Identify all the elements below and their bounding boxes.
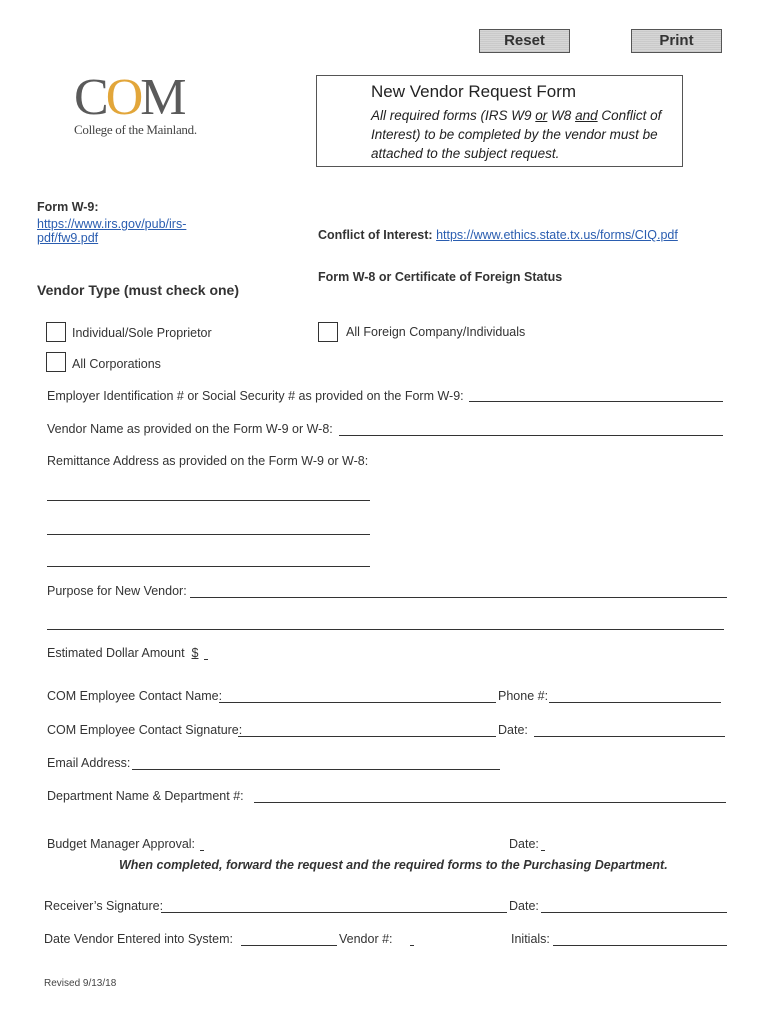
logo-subtitle: College of the Mainland.	[74, 122, 197, 137]
contact-date-input[interactable]	[534, 736, 725, 737]
department-input[interactable]	[254, 802, 726, 803]
w8-label: Form W-8 or Certificate of Foreign Status	[318, 270, 563, 284]
department-label: Department Name & Department #:	[47, 789, 244, 803]
logo-letter-o: O	[105, 69, 141, 126]
email-label: Email Address:	[47, 756, 131, 770]
vendor-name-input[interactable]	[339, 435, 723, 436]
receiver-signature-label: Receiver’s Signature:	[44, 899, 164, 913]
corporations-checkbox[interactable]	[46, 352, 66, 372]
subtitle-part: All required forms (IRS W9	[371, 108, 536, 123]
contact-signature-input[interactable]	[238, 736, 496, 737]
budget-date-input[interactable]	[541, 850, 545, 851]
receiver-signature-input[interactable]	[161, 912, 507, 913]
individual-label: Individual/Sole Proprietor	[72, 326, 212, 340]
conflict-link[interactable]: https://www.ethics.state.tx.us/forms/CIQ.pdf	[436, 228, 678, 242]
email-input[interactable]	[132, 769, 500, 770]
receiver-date-label: Date:	[509, 899, 539, 913]
page-title: New Vendor Request Form	[371, 82, 577, 101]
purpose-label: Purpose for New Vendor:	[47, 584, 187, 598]
revised-date: Revised 9/13/18	[44, 978, 117, 989]
forward-note: When completed, forward the request and the required forms to the Purchasing Department.	[119, 858, 668, 872]
foreign-checkbox[interactable]	[318, 322, 338, 342]
vendor-number-label: Vendor #:	[339, 932, 393, 946]
remittance-line-2[interactable]	[47, 534, 370, 535]
phone-input[interactable]	[549, 702, 721, 703]
w9-link-part[interactable]: pdf/fw9.pdf	[37, 231, 99, 245]
w9-link[interactable]	[37, 217, 186, 245]
remittance-label: Remittance Address as provided on the Form W-9 or W-8:	[47, 454, 369, 468]
individual-checkbox[interactable]	[46, 322, 66, 342]
purpose-input-2[interactable]	[47, 629, 724, 630]
reset-button[interactable]: Reset	[479, 29, 570, 53]
ein-label: Employer Identification # or Social Security # as provided on the Form W-9:	[47, 389, 464, 403]
title-box	[316, 75, 683, 167]
budget-manager-label: Budget Manager Approval:	[47, 837, 196, 851]
estimated-amount-label: Estimated Dollar Amount	[47, 646, 185, 660]
corporations-label: All Corporations	[72, 357, 161, 371]
page-subtitle	[371, 106, 671, 163]
logo-letter-c: C	[74, 69, 106, 126]
remittance-line-1[interactable]	[47, 500, 370, 501]
estimated-amount-input[interactable]	[204, 659, 208, 660]
w9-label: Form W-9:	[37, 200, 99, 214]
subtitle-part: W8	[547, 108, 576, 123]
contact-name-input[interactable]	[219, 702, 496, 703]
foreign-label: All Foreign Company/Individuals	[346, 325, 526, 339]
subtitle-and: and	[575, 108, 598, 123]
vendor-type-label: Vendor Type (must check one)	[37, 282, 240, 298]
estimated-amount-row	[47, 646, 198, 660]
initials-label: Initials:	[511, 932, 550, 946]
initials-input[interactable]	[553, 945, 727, 946]
contact-name-label: COM Employee Contact Name:	[47, 689, 223, 703]
subtitle-part: Conflict of Interest) to be completed by the vendor must be attached to the subject request.	[371, 108, 662, 161]
date-entered-input[interactable]	[241, 945, 337, 946]
logo-letter-m: M	[140, 69, 184, 126]
conflict-label: Conflict of Interest:	[318, 228, 433, 242]
date-entered-label: Date Vendor Entered into System:	[44, 932, 233, 946]
phone-label: Phone #:	[498, 689, 549, 703]
budget-date-label: Date:	[509, 837, 539, 851]
college-logo	[74, 69, 184, 126]
subtitle-or: or	[535, 108, 548, 123]
w9-link-part[interactable]: https://www.irs.gov/pub/irs-	[37, 217, 187, 231]
print-button[interactable]: Print	[631, 29, 722, 53]
budget-manager-input[interactable]	[200, 850, 204, 851]
receiver-date-input[interactable]	[541, 912, 727, 913]
conflict-row	[318, 228, 678, 242]
vendor-name-label: Vendor Name as provided on the Form W-9 or W-8:	[47, 422, 333, 436]
remittance-line-3[interactable]	[47, 566, 370, 567]
dollar-sign: $	[191, 646, 199, 660]
contact-date-label: Date:	[498, 723, 528, 737]
purpose-input[interactable]	[190, 597, 727, 598]
vendor-number-input[interactable]	[410, 945, 414, 946]
contact-signature-label: COM Employee Contact Signature:	[47, 723, 243, 737]
ein-input[interactable]	[469, 401, 723, 402]
